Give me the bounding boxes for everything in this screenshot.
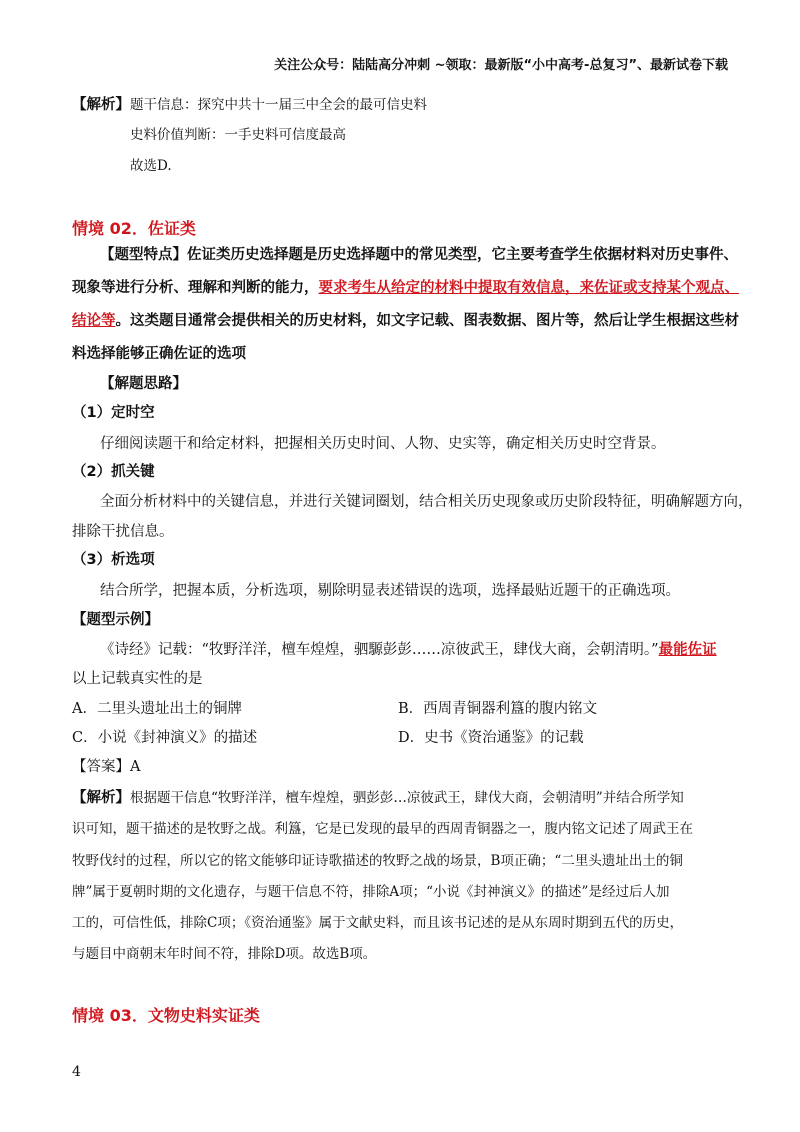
analysis-line: 识可知，题干描述的是牧野之战。利簋，它是已发现的最早的西周青铜器之一，腹内铭文记述了周武王在 [72,821,693,837]
analysis-block-prev [72,98,427,113]
analysis-tag: 【解析】 [72,790,130,806]
analysis-text: 根据题干信息“牧野洋洋，檀车煌煌，驷彭彭…凉彼武王，肆伐大商，会朝清明”并结合所学知 [130,790,684,806]
answer-value: A [130,759,141,775]
step-title: （2）抓关键 [72,464,155,480]
option-d: D．史书《资治通鉴》的记载 [398,730,584,746]
page-number: 4 [72,1064,81,1080]
feature-text: 现象等进行分析、理解和判断的能力， [72,280,319,296]
section-title: 情境 03．文物史料实证类 [72,1006,260,1025]
page-header: 关注公众号：陆陆高分冲刺 ~领取：最新版“小中高考-总复习”、最新试卷下载 [274,58,728,73]
option-a: A．二里头遗址出土的铜牌 [72,701,242,717]
step-text: 结合所学，把握本质，分析选项，剔除明显表述错误的选项，选择最贴近题干的正确选项。 [100,583,680,599]
feature-text: 。这类题目通常会提供相关的历史材料，如文字记载、图表数据、图片等，然后让学生根据这些材 [115,313,739,329]
feature-line: 料选择能够正确佐证的选项 [72,346,246,362]
option-c: C．小说《封神演义》的描述 [72,730,258,746]
example-tag: 【题型示例】 [72,612,159,628]
step-text: 排除干扰信息。 [72,524,174,540]
feature-highlight: 要求考生从给定的材料中提取有效信息，来佐证或支持某个观点、 [318,280,739,296]
analysis-line [72,791,684,806]
analysis-line: 牧野伐纣的过程，所以它的铭文能够印证诗歌描述的牧野之战的场景，B项正确；“二里头遗址出土的铜 [72,853,683,869]
feature-tag: 【题型特点】 [100,247,187,263]
analysis-line: 题干信息：探究中共十一届三中全会的最可信史料 [130,97,427,113]
analysis-line: 史料价值判断：一手史料可信度最高 [130,127,346,143]
analysis-line: 与题目中商朝末年时间不符，排除D项。故选B项。 [72,946,377,962]
section-title: 情境 02．佐证类 [72,219,196,238]
step-text: 仔细阅读题干和给定材料，把握相关历史时间、人物、史实等，确定相关历史时空背景。 [100,436,666,452]
feature-line [72,314,739,329]
step-title: （1）定时空 [72,405,155,421]
step-title: （3）析选项 [72,552,155,568]
question-line [100,643,717,658]
answer-tag: 【答案】 [72,759,130,775]
question-text: 《诗经》记载：“牧野洋洋，檀车煌煌，驷騵彭彭……凉彼武王，肆伐大商，会朝清明。” [100,642,659,658]
answer-line [72,760,140,775]
question-highlight: 最能佐证 [658,642,717,658]
feature-line [72,281,739,296]
ideas-tag: 【解题思路】 [100,376,187,392]
feature-text: 佐证类历史选择题是历史选择题中的常见类型，它主要考查学生依据材料对历史事件、 [187,247,738,263]
analysis-line: 工的，可信性低，排除C项；《资治通鉴》属于文献史料，而且该书记述的是从东周时期到五代的历史， [72,915,684,931]
feature-line [100,248,738,263]
question-line: 以上记载真实性的是 [72,671,203,687]
analysis-line: 故选D. [130,158,172,174]
step-text: 全面分析材料中的关键信息，并进行关键词圈划，结合相关历史现象或历史阶段特征，明确解题方向， [100,494,753,510]
option-b: B．西周青铜器利簋的腹内铭文 [398,701,598,717]
analysis-tag: 【解析】 [72,97,130,113]
feature-highlight: 结论等 [72,313,116,329]
analysis-line: 牌”属于夏朝时期的文化遗存，与题干信息不符，排除A项；“小说《封神演义》的描述”是经过后人加 [72,884,670,900]
